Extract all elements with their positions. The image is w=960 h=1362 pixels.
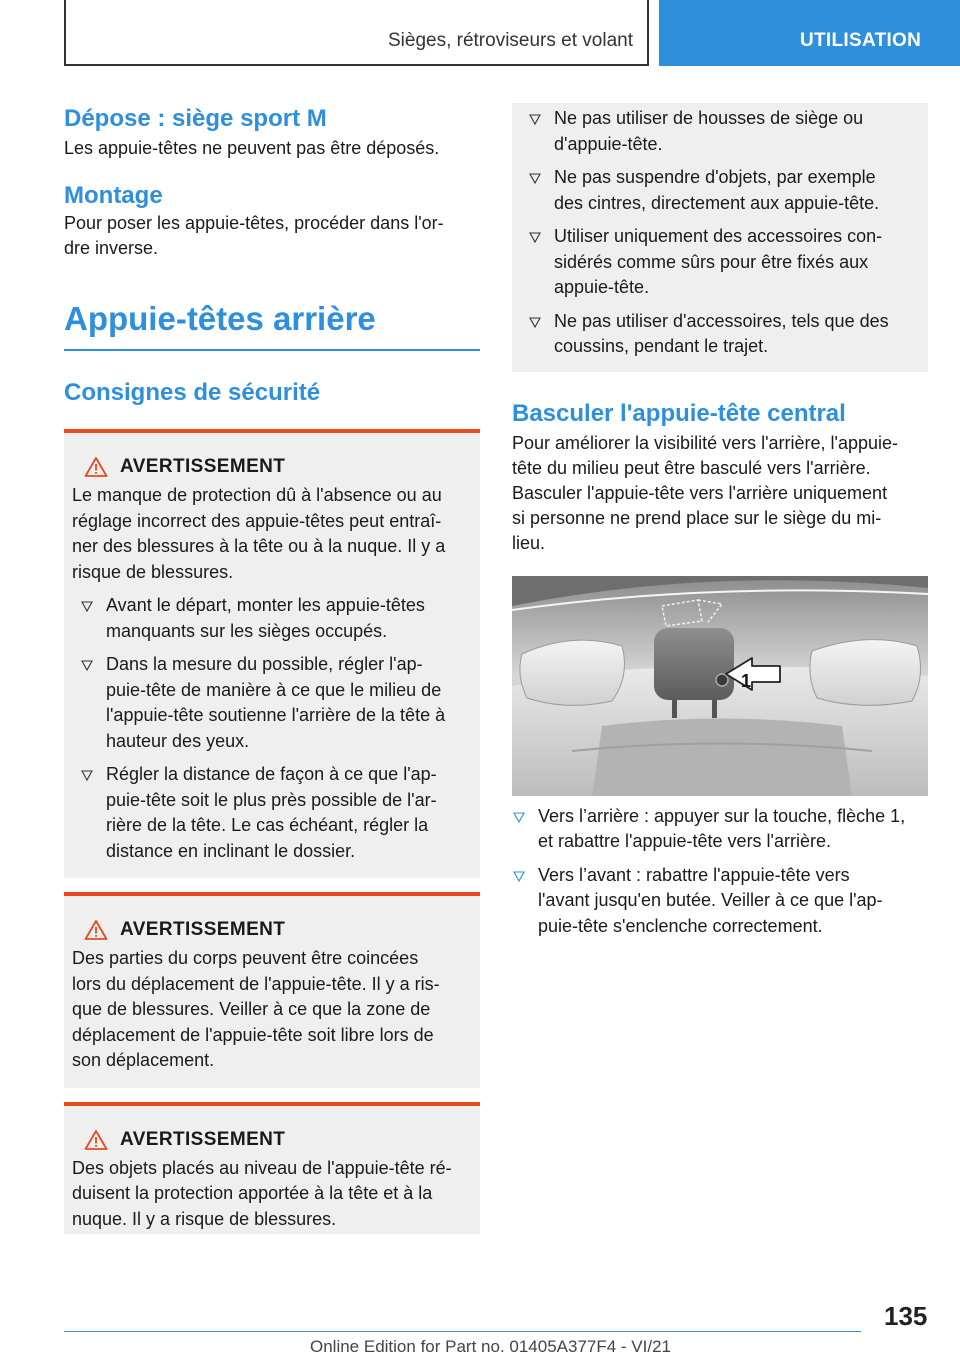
text-line: Ne pas suspendre d'objets, par exemple [554, 167, 876, 187]
text-line: l'avant jusqu'en butée. Veiller à ce que l'ap‐ [538, 890, 883, 910]
text-line: risque de blessures. [72, 561, 234, 582]
text-line: distance en inclinant le dossier. [106, 840, 356, 861]
text-line: ner des blessures à la tête ou à la nuque. Il y a [72, 536, 446, 556]
chapter-tab-label: UTILISATION [800, 30, 922, 51]
text-line: d'appuie‐tête. [554, 133, 663, 154]
list-item [72, 762, 473, 864]
bullet-triangle-icon [529, 114, 541, 125]
warning-triangle-icon [84, 1129, 108, 1151]
central-text [512, 431, 928, 556]
left-column [64, 100, 480, 1234]
main-heading: Appuie‐têtes arrière [64, 300, 376, 337]
warning-text [72, 483, 473, 585]
footer-rule [64, 1331, 861, 1332]
steps-list [504, 804, 928, 940]
edition-note: Online Edition for Part no. 01405A377F4 - VI/21 [310, 1337, 672, 1356]
warning-title-text: AVERTISSEMENT [120, 456, 286, 477]
text-line: si personne ne prend place sur le siège du mi‐ [512, 507, 882, 528]
text-line: Des objets placés au niveau de l'appuie‐tête ré‐ [72, 1157, 452, 1178]
depose-text: Les appuie-têtes ne peuvent pas être déposés. [64, 138, 440, 158]
text-line: tête du milieu peut être basculé vers l'arrière. [512, 457, 871, 478]
page-number: 135 [884, 1301, 928, 1331]
bullet-triangle-icon [81, 601, 93, 612]
list-item [520, 165, 928, 216]
montage-heading: Montage [64, 182, 163, 209]
list-item [504, 863, 928, 940]
headrest-figure-svg [512, 576, 928, 796]
warning-title [72, 1128, 473, 1152]
text-line: rière de la tête. Le cas échéant, régler la [106, 815, 429, 835]
text-line: Vers l’arrière : appuyer sur la touche, flèche 1, [538, 805, 906, 826]
text-line: l'appuie‐tête soutienne l'arrière de la tête à [106, 705, 446, 725]
text-line: duisent la protection apportée à la tête et à la [72, 1183, 433, 1203]
section-title: Sièges, rétroviseurs et volant [387, 30, 633, 51]
right-column [512, 103, 928, 939]
montage-line: dre inverse. [64, 238, 159, 258]
list-item [520, 224, 928, 301]
page-header [0, 0, 960, 66]
text-line: que de blessures. Veiller à ce que la zone de [72, 999, 431, 1019]
montage-text [64, 211, 480, 261]
text-line: Utiliser uniquement des accessoires con‐ [554, 226, 883, 246]
text-line: son déplacement. [72, 1050, 215, 1070]
text-line: coussins, pendant le trajet. [554, 336, 769, 356]
text-line: Ne pas utiliser de housses de siège ou [554, 108, 864, 128]
warning-title-text: AVERTISSEMENT [120, 1128, 286, 1150]
list-item [520, 309, 928, 360]
text-line: Basculer l'appuie‐tête vers l'arrière uniquement [512, 482, 888, 503]
section-title-box [64, 0, 649, 66]
warning-bullet-list [72, 593, 473, 864]
warning-title-text: AVERTISSEMENT [120, 919, 286, 940]
text-line: appuie‐tête. [554, 277, 650, 297]
text-line: réglage incorrect des appuie‐têtes peut entraî‐ [72, 510, 442, 531]
text-line: puie‐tête s'enclenche correctement. [538, 915, 823, 936]
text-line: Vers l’avant : rabattre l'appuie‐tête vers [538, 864, 850, 885]
depose-heading: Dépose : siège sport M [64, 105, 327, 132]
text-line: lieu. [512, 532, 546, 553]
list-item [520, 106, 928, 157]
bullet-triangle-icon [529, 232, 541, 243]
montage-line: Pour poser les appuie-têtes, procéder dans l'or‐ [64, 213, 444, 233]
text-line: Avant le départ, monter les appuie‐têtes [106, 595, 425, 615]
warning-title [72, 455, 473, 479]
warning-box [64, 429, 480, 878]
callout-number: 1 [741, 670, 752, 691]
bullet-triangle-icon [529, 173, 541, 184]
text-line: déplacement de l'appuie‐tête soit libre lors de [72, 1024, 434, 1045]
chapter-tab [659, 0, 960, 66]
warning-triangle-icon [84, 919, 108, 941]
text-line: Dans la mesure du possible, régler l'ap‐ [106, 654, 423, 674]
warning-text [72, 1156, 473, 1233]
list-item [72, 593, 473, 644]
bullet-triangle-icon [513, 871, 525, 882]
warning-title [72, 918, 473, 942]
list-item [72, 652, 473, 754]
central-heading: Basculer l'appuie‐tête central [512, 399, 846, 427]
headrest-illustration [512, 576, 928, 796]
bullet-triangle-icon [529, 317, 541, 328]
warning-continuation-box [512, 103, 928, 372]
text-line: puie‐tête soit le plus près possible de l'ar‐ [106, 789, 437, 810]
warning-text [72, 946, 473, 1074]
warning-box [64, 892, 480, 1088]
text-line: puie‐tête de manière à ce que le milieu de [106, 679, 442, 700]
text-line: Le manque de protection dû à l'absence ou au [72, 485, 442, 505]
text-line: nuque. Il y a risque de blessures. [72, 1208, 337, 1229]
safety-heading: Consignes de sécurité [64, 379, 321, 406]
bullet-triangle-icon [513, 812, 525, 823]
text-line: Pour améliorer la visibilité vers l'arrière, l'appuie‐ [512, 432, 899, 453]
warning-triangle-icon [84, 456, 108, 478]
text-line: manquants sur les sièges occupés. [106, 620, 388, 641]
list-item [504, 804, 928, 855]
bullet-triangle-icon [81, 660, 93, 671]
text-line: Des parties du corps peuvent être coincées [72, 948, 419, 968]
text-line: Régler la distance de façon à ce que l'ap‐ [106, 764, 437, 784]
text-line: et rabattre l'appuie‐tête vers l'arrière. [538, 831, 832, 851]
bullet-triangle-icon [81, 770, 93, 781]
heading-rule [64, 349, 480, 351]
text-line: sidérés comme sûrs pour être fixés aux [554, 251, 869, 272]
text-line: Ne pas utiliser d'accessoires, tels que des [554, 310, 889, 331]
warning-bullet-list [520, 106, 928, 360]
text-line: hauteur des yeux. [106, 730, 250, 751]
text-line: des cintres, directement aux appuie‐tête. [554, 192, 880, 213]
text-line: lors du déplacement de l'appuie‐tête. Il y a ris‐ [72, 973, 440, 994]
warning-box [64, 1102, 480, 1235]
